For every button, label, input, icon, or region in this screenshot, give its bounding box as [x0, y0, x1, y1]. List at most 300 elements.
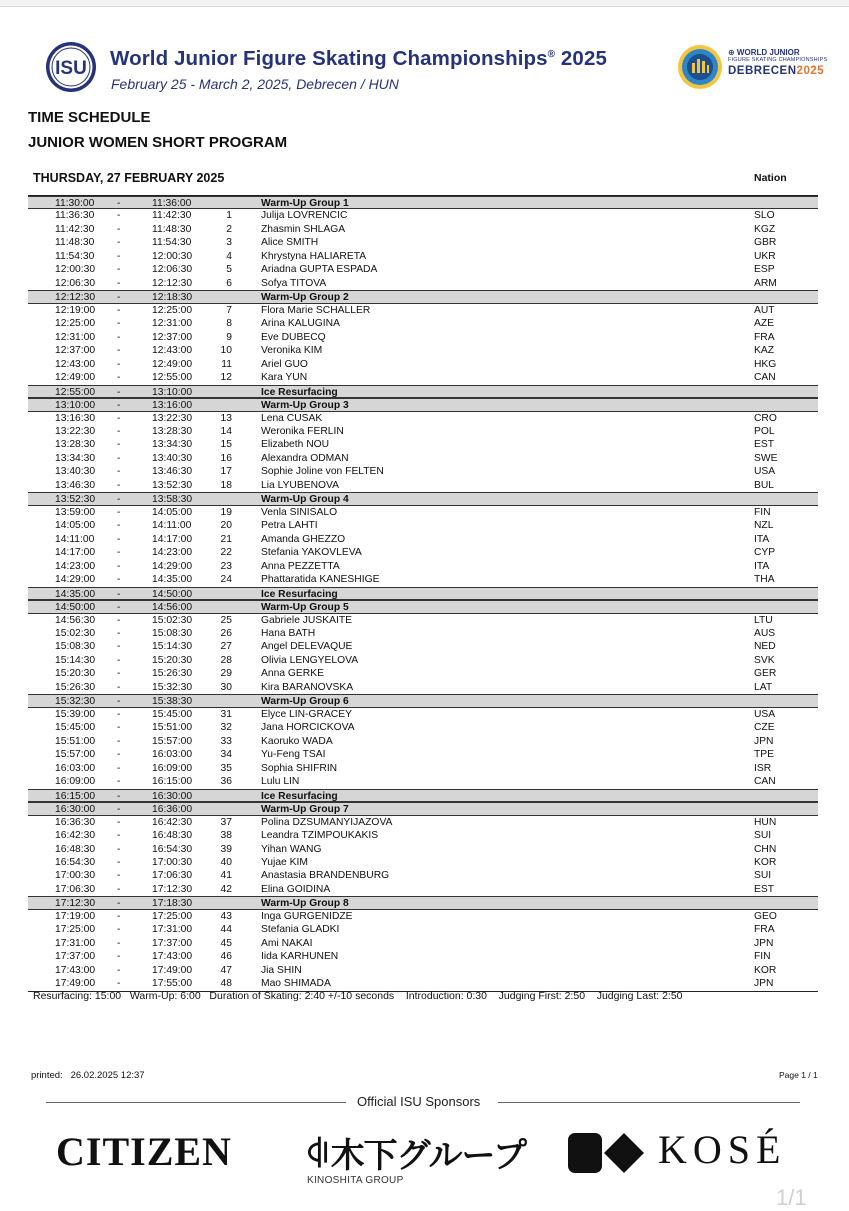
schedule-row — [28, 640, 818, 653]
time-separator: - — [117, 588, 121, 600]
schedule-group-row — [28, 290, 818, 303]
time-separator: - — [117, 264, 121, 276]
skater-name: Angel DELEVAQUE — [261, 641, 353, 653]
start-time: 14:35:00 — [55, 588, 96, 600]
start-number: 14 — [220, 425, 232, 437]
schedule-row — [28, 438, 818, 451]
end-time: 17:49:00 — [152, 964, 193, 976]
schedule-group-row — [28, 398, 818, 411]
nation-code: THA — [754, 574, 775, 586]
skater-name: Hana BATH — [261, 628, 316, 639]
start-time: 13:52:30 — [55, 494, 96, 506]
time-separator: - — [117, 547, 121, 559]
start-time: 12:12:30 — [55, 292, 96, 304]
time-separator: - — [117, 641, 121, 653]
nation-code: EST — [754, 439, 775, 451]
schedule-row — [28, 977, 818, 990]
schedule-row — [28, 681, 818, 694]
skater-name: Amanda GHEZZO — [261, 533, 346, 545]
start-time: 11:42:30 — [55, 223, 95, 235]
end-time: 12:00:30 — [152, 250, 193, 262]
nation-code: HKG — [754, 358, 777, 370]
time-separator: - — [117, 964, 121, 976]
start-number: 43 — [220, 910, 232, 922]
end-time: 15:38:30 — [152, 696, 193, 708]
start-number: 48 — [220, 978, 232, 990]
start-time: 14:50:00 — [55, 602, 96, 614]
time-separator: - — [117, 776, 121, 788]
group-label: Warm-Up Group 1 — [261, 198, 349, 209]
schedule-group-row — [28, 896, 818, 909]
schedule-row — [28, 209, 818, 222]
skater-name: Inga GURGENIDZE — [261, 910, 353, 922]
start-number: 42 — [220, 883, 232, 895]
schedule-row — [28, 937, 818, 950]
kose-mark-icon — [566, 1131, 646, 1175]
time-separator: - — [117, 533, 121, 545]
start-time: 16:48:30 — [55, 843, 96, 855]
event-logo-line2: FIGURE SKATING CHAMPIONSHIPS — [728, 57, 828, 63]
nation-code: SVK — [754, 654, 775, 666]
start-number: 23 — [220, 560, 232, 572]
time-separator: - — [117, 237, 121, 249]
start-number: 2 — [226, 223, 232, 235]
nation-code: ITA — [754, 533, 770, 545]
start-time: 15:20:30 — [55, 668, 96, 680]
time-separator: - — [117, 452, 121, 464]
start-number: 35 — [220, 762, 232, 774]
group-label: Ice Resurfacing — [261, 588, 338, 600]
time-separator: - — [117, 331, 121, 343]
event-name: JUNIOR WOMEN SHORT PROGRAM — [28, 134, 288, 151]
end-time: 12:25:00 — [152, 304, 193, 316]
start-number: 10 — [220, 345, 232, 357]
start-time: 13:46:30 — [55, 479, 96, 491]
time-separator: - — [117, 804, 121, 816]
start-time: 17:00:30 — [55, 870, 96, 882]
nation-code: KAZ — [754, 345, 775, 357]
time-separator: - — [117, 870, 121, 882]
start-time: 13:34:30 — [55, 452, 96, 464]
time-separator: - — [117, 937, 121, 949]
nation-code: JPN — [754, 735, 774, 747]
schedule-row — [28, 546, 818, 559]
nation-code: GER — [754, 668, 777, 680]
start-number: 24 — [220, 574, 232, 586]
time-separator: - — [117, 386, 121, 398]
skater-name: Phattaratida KANESHIGE — [261, 574, 380, 586]
page-indicator-overlay: 1/1 — [776, 1185, 807, 1210]
start-number: 39 — [220, 843, 232, 855]
start-time: 15:51:00 — [55, 735, 96, 747]
nation-code: AUS — [754, 628, 776, 639]
end-time: 13:46:30 — [152, 466, 193, 478]
start-time: 12:25:00 — [55, 318, 96, 330]
nation-code: SLO — [754, 210, 775, 222]
citizen-logo: CITIZEN — [56, 1129, 232, 1174]
end-time: 16:03:00 — [152, 749, 193, 761]
end-time: 17:31:00 — [152, 924, 193, 936]
start-number: 37 — [220, 816, 232, 828]
start-time: 12:31:00 — [55, 331, 96, 343]
start-time: 15:57:00 — [55, 749, 96, 761]
time-separator: - — [117, 614, 121, 626]
end-time: 15:51:00 — [152, 722, 193, 734]
nation-code: ITA — [754, 560, 770, 572]
start-number: 30 — [220, 681, 232, 693]
end-time: 14:50:00 — [152, 588, 193, 600]
start-number: 6 — [226, 277, 232, 289]
group-label: Warm-Up Group 7 — [261, 804, 349, 816]
start-number: 25 — [220, 614, 232, 626]
time-separator: - — [117, 654, 121, 666]
start-time: 16:42:30 — [55, 830, 96, 842]
end-time: 12:49:00 — [152, 358, 193, 370]
printed-timestamp: printed: 26.02.2025 12:37 — [31, 1070, 145, 1081]
nation-code: EST — [754, 883, 775, 895]
time-separator: - — [117, 708, 121, 720]
skater-name: Khrystyna HALIARETA — [261, 250, 367, 262]
start-time: 12:43:00 — [55, 358, 96, 370]
schedule-title: TIME SCHEDULE — [28, 109, 151, 126]
event-logo-city: DEBRECEN2025 — [728, 65, 825, 77]
end-time: 11:36:00 — [152, 198, 192, 209]
kinoshita-logo-subtitle: KINOSHITA GROUP — [307, 1175, 404, 1186]
schedule-row — [28, 560, 818, 573]
start-time: 13:28:30 — [55, 439, 96, 451]
nation-code: UKR — [754, 250, 776, 262]
end-time: 11:48:30 — [152, 223, 192, 235]
schedule-row — [28, 331, 818, 344]
time-separator: - — [117, 506, 121, 518]
browser-top-bar — [0, 0, 849, 7]
schedule-group-row — [28, 196, 818, 209]
start-number: 34 — [220, 749, 232, 761]
skater-name: Kara YUN — [261, 372, 308, 384]
skater-name: Arina KALUGINA — [261, 318, 340, 330]
skater-name: Olivia LENGYELOVA — [261, 654, 359, 666]
start-time: 15:14:30 — [55, 654, 96, 666]
start-time: 14:11:00 — [55, 533, 95, 545]
skater-name: Polina DZSUMANYIJAZOVA — [261, 816, 393, 828]
end-time: 12:12:30 — [152, 277, 193, 289]
nation-code: AUT — [754, 304, 775, 316]
schedule-row — [28, 479, 818, 492]
schedule-row — [28, 263, 818, 276]
end-time: 12:31:00 — [152, 318, 193, 330]
schedule-row — [28, 519, 818, 532]
kose-logo: KOSÉ — [658, 1127, 787, 1172]
time-separator: - — [117, 668, 121, 680]
start-number: 31 — [220, 708, 232, 720]
end-time: 17:00:30 — [152, 856, 193, 868]
nation-code: CZE — [754, 722, 775, 734]
skater-name: Kira BARANOVSKA — [261, 681, 354, 693]
schedule-row — [28, 465, 818, 478]
start-time: 16:30:00 — [55, 804, 96, 816]
schedule-row — [28, 775, 818, 788]
skater-name: Yu-Feng TSAI — [261, 749, 326, 761]
start-time: 14:05:00 — [55, 520, 96, 532]
schedule-group-row — [28, 802, 818, 815]
start-number: 7 — [226, 304, 232, 316]
end-time: 14:05:00 — [152, 506, 193, 518]
start-number: 22 — [220, 547, 232, 559]
skater-name: Ami NAKAI — [261, 937, 313, 949]
start-number: 33 — [220, 735, 232, 747]
start-time: 16:54:30 — [55, 856, 96, 868]
end-time: 16:30:00 — [152, 790, 193, 802]
nation-code: LAT — [754, 681, 773, 693]
start-time: 14:29:00 — [55, 574, 96, 586]
schedule-group-row — [28, 587, 818, 600]
start-number: 15 — [220, 439, 232, 451]
start-number: 32 — [220, 722, 232, 734]
start-time: 11:30:00 — [55, 198, 95, 209]
time-separator: - — [117, 292, 121, 304]
start-number: 41 — [220, 870, 232, 882]
schedule-row — [28, 412, 818, 425]
start-number: 38 — [220, 830, 232, 842]
time-separator: - — [117, 318, 121, 330]
time-separator: - — [117, 520, 121, 532]
start-number: 16 — [220, 452, 232, 464]
schedule-row — [28, 317, 818, 330]
schedule-group-row — [28, 385, 818, 398]
start-time: 14:56:30 — [55, 614, 96, 626]
group-label: Warm-Up Group 2 — [261, 292, 349, 304]
nation-code: FRA — [754, 331, 775, 343]
group-label: Warm-Up Group 6 — [261, 696, 349, 708]
start-time: 14:17:00 — [55, 547, 96, 559]
time-separator: - — [117, 223, 121, 235]
start-time: 12:55:00 — [55, 386, 96, 398]
schedule-row — [28, 869, 818, 882]
nation-code: SUI — [754, 830, 772, 842]
start-number: 3 — [226, 237, 232, 249]
nation-code: LTU — [754, 614, 773, 626]
skater-name: Eve DUBECQ — [261, 331, 326, 343]
time-separator: - — [117, 924, 121, 936]
nation-code: FRA — [754, 924, 775, 936]
start-time: 15:32:30 — [55, 696, 96, 708]
schedule-row — [28, 304, 818, 317]
start-number: 4 — [226, 250, 232, 262]
end-time: 17:06:30 — [152, 870, 193, 882]
nation-code: KOR — [754, 856, 777, 868]
time-separator: - — [117, 304, 121, 316]
skater-name: Ariel GUO — [261, 358, 308, 370]
nation-code: ISR — [754, 762, 772, 774]
schedule-row — [28, 425, 818, 438]
time-separator: - — [117, 560, 121, 572]
time-separator: - — [117, 198, 121, 209]
start-number: 36 — [220, 776, 232, 788]
skater-name: Flora Marie SCHALLER — [261, 304, 371, 316]
end-time: 15:57:00 — [152, 735, 193, 747]
nation-code: KOR — [754, 964, 777, 976]
end-time: 13:40:30 — [152, 452, 193, 464]
start-time: 16:36:30 — [55, 816, 96, 828]
nation-code: NZL — [754, 520, 774, 532]
end-time: 13:52:30 — [152, 479, 193, 491]
schedule-group-row — [28, 789, 818, 802]
skater-name: Elyce LIN-GRACEY — [261, 708, 352, 720]
nation-code: CRO — [754, 412, 777, 424]
start-number: 18 — [220, 479, 232, 491]
start-number: 12 — [220, 372, 232, 384]
start-time: 11:54:30 — [55, 250, 95, 262]
start-time: 12:00:30 — [55, 264, 96, 276]
skater-name: Alice SMITH — [261, 237, 319, 249]
schedule-row — [28, 344, 818, 357]
end-time: 16:15:00 — [152, 776, 193, 788]
schedule-group-row — [28, 600, 818, 613]
start-number: 26 — [220, 628, 232, 639]
championship-title: World Junior Figure Skating Championships® 2025 — [110, 47, 607, 70]
end-time: 15:14:30 — [152, 641, 193, 653]
time-separator: - — [117, 951, 121, 963]
schedule-row — [28, 236, 818, 249]
start-time: 17:06:30 — [55, 883, 96, 895]
skater-name: Mao SHIMADA — [261, 978, 331, 990]
start-time: 15:45:00 — [55, 722, 96, 734]
group-label: Warm-Up Group 3 — [261, 400, 349, 412]
start-time: 14:23:00 — [55, 560, 96, 572]
start-time: 17:49:00 — [55, 978, 96, 990]
schedule-row — [28, 829, 818, 842]
schedule-row — [28, 883, 818, 896]
start-time: 12:49:00 — [55, 372, 96, 384]
start-time: 17:19:00 — [55, 910, 96, 922]
nation-code: ARM — [754, 277, 777, 289]
time-separator: - — [117, 898, 121, 910]
group-label: Warm-Up Group 4 — [261, 494, 349, 506]
time-separator: - — [117, 439, 121, 451]
event-logo-line1: ⊕ WORLD JUNIOR — [728, 48, 800, 57]
nation-code: FIN — [754, 951, 771, 963]
start-number: 17 — [220, 466, 232, 478]
nation-code: JPN — [754, 978, 774, 990]
schedule-date: THURSDAY, 27 FEBRUARY 2025 — [33, 171, 225, 185]
schedule-row — [28, 964, 818, 977]
skater-name: Elizabeth NOU — [261, 439, 330, 451]
nation-code: GEO — [754, 910, 777, 922]
time-separator: - — [117, 210, 121, 222]
end-time: 12:18:30 — [152, 292, 193, 304]
nation-code: GBR — [754, 237, 777, 249]
end-time: 15:20:30 — [152, 654, 193, 666]
time-separator: - — [117, 978, 121, 990]
start-number: 19 — [220, 506, 232, 518]
time-separator: - — [117, 358, 121, 370]
time-separator: - — [117, 277, 121, 289]
isu-logo-text: ISU — [55, 58, 87, 79]
skater-name: Lena CUSAK — [261, 412, 323, 424]
end-time: 11:42:30 — [152, 210, 192, 222]
schedule-row — [28, 735, 818, 748]
time-separator: - — [117, 843, 121, 855]
nation-code: FIN — [754, 506, 771, 518]
end-time: 17:43:00 — [152, 951, 193, 963]
debrecen-event-logo-icon — [676, 43, 724, 91]
end-time: 13:16:00 — [152, 400, 193, 412]
start-number: 47 — [220, 964, 232, 976]
skater-name: Veronika KIM — [261, 345, 323, 357]
end-time: 16:36:00 — [152, 804, 193, 816]
end-time: 17:25:00 — [152, 910, 193, 922]
schedule-row — [28, 748, 818, 761]
time-separator: - — [117, 722, 121, 734]
start-time: 13:59:00 — [55, 506, 96, 518]
start-number: 46 — [220, 951, 232, 963]
start-number: 28 — [220, 654, 232, 666]
end-time: 16:09:00 — [152, 762, 193, 774]
skater-name: Iida KARHUNEN — [261, 951, 339, 963]
nation-code: SUI — [754, 870, 772, 882]
end-time: 15:02:30 — [152, 614, 193, 626]
start-time: 17:43:00 — [55, 964, 96, 976]
start-time: 11:48:30 — [55, 237, 95, 249]
nation-code: JPN — [754, 937, 774, 949]
time-separator: - — [117, 412, 121, 424]
skater-name: Anastasia BRANDENBURG — [261, 870, 390, 882]
start-number: 40 — [220, 856, 232, 868]
time-separator: - — [117, 830, 121, 842]
time-separator: - — [117, 790, 121, 802]
start-time: 16:09:00 — [55, 776, 96, 788]
skater-name: Yihan WANG — [261, 843, 322, 855]
nation-code: TPE — [754, 749, 775, 761]
schedule-row — [28, 627, 818, 640]
nation-code: USA — [754, 708, 776, 720]
time-separator: - — [117, 910, 121, 922]
start-time: 17:12:30 — [55, 898, 96, 910]
schedule-row — [28, 358, 818, 371]
start-time: 16:03:00 — [55, 762, 96, 774]
end-time: 15:08:30 — [152, 628, 193, 639]
start-number: 20 — [220, 520, 232, 532]
end-time: 12:06:30 — [152, 264, 193, 276]
nation-code: BUL — [754, 479, 775, 491]
start-number: 1 — [226, 210, 232, 222]
skater-name: Sofya TITOVA — [261, 277, 327, 289]
start-time: 15:02:30 — [55, 628, 96, 639]
end-time: 14:23:00 — [152, 547, 193, 559]
skater-name: Weronika FERLIN — [261, 425, 344, 437]
schedule-row — [28, 573, 818, 586]
skater-name: Lulu LIN — [261, 776, 300, 788]
schedule-row — [28, 856, 818, 869]
nation-code: POL — [754, 425, 775, 437]
nation-code: CHN — [754, 843, 777, 855]
championship-dates: February 25 - March 2, 2025, Debrecen / HUN — [111, 76, 399, 92]
timing-footnote: Resurfacing: 15:00 Warm-Up: 6:00 Duration of Skating: 2:40 +/-10 seconds Introduction: 0:30 Judging First: 2:50 Judging Last: 2:50 — [33, 990, 683, 1002]
sponsor-divider-right — [498, 1102, 800, 1103]
end-time: 13:34:30 — [152, 439, 193, 451]
schedule-row — [28, 250, 818, 263]
start-number: 21 — [220, 533, 232, 545]
skater-name: Alexandra ODMAN — [261, 452, 349, 464]
start-time: 17:25:00 — [55, 924, 96, 936]
schedule-row — [28, 277, 818, 290]
end-time: 17:37:00 — [152, 937, 193, 949]
nation-column-header: Nation — [754, 172, 787, 184]
nation-code: AZE — [754, 318, 775, 330]
end-time: 14:11:00 — [152, 520, 192, 532]
schedule-row — [28, 371, 818, 384]
skater-name: Anna PEZZETTA — [261, 560, 340, 572]
